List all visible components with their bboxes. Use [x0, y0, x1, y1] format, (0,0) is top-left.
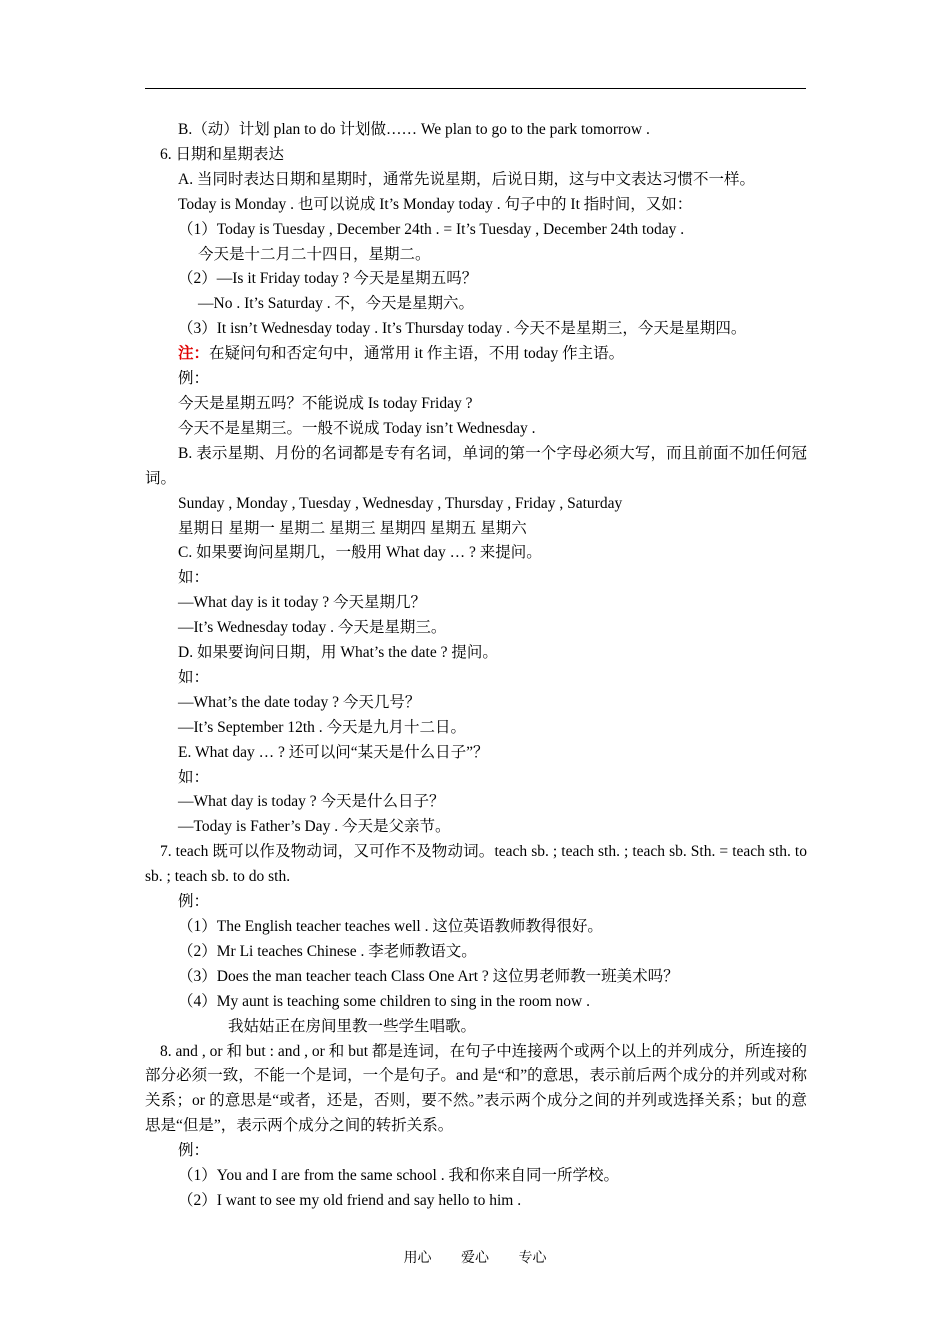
text-line: 如： [178, 569, 210, 587]
text-line: E. What day … ? 还可以问“某天是什么日子”？ [178, 743, 489, 761]
header-rule [145, 88, 806, 89]
section-heading: 6. 日期和星期表达 [160, 145, 285, 163]
example-line: —What day is it today ? 今天星期几？ [178, 594, 426, 612]
footer-word: 用心 [403, 1251, 432, 1266]
text-line: 例： [178, 370, 210, 388]
text-line: 如： [178, 768, 210, 786]
example-line: —What’s the date today ? 今天几号？ [178, 693, 421, 711]
footer-word: 专心 [518, 1251, 547, 1266]
text-line: 例： [178, 893, 210, 911]
example-line: —No . It’s Saturday . 不，今天是星期六。 [198, 295, 474, 313]
example-line: （1）You and I are from the same school . 我和你来自同一所学校。 [178, 1167, 619, 1185]
document-body [145, 118, 807, 1214]
example-line: （2）Mr Li teaches Chinese . 李老师教语文。 [178, 942, 477, 960]
example-line: —It’s Wednesday today . 今天是星期三。 [178, 619, 447, 637]
text-line: 今天不是星期三。一般不说成 Today isn’t Wednesday . [178, 419, 536, 437]
example-line: （2）I want to see my old friend and say hello to him . [178, 1191, 522, 1209]
text-line: B.（动）计划 plan to do 计划做…… We plan to go to the park tomorrow . [178, 121, 650, 138]
weekday-names-zh: 星期日 星期一 星期二 星期三 星期四 星期五 星期六 [178, 519, 527, 537]
text-line: 如： [178, 668, 210, 686]
note-line [145, 342, 807, 367]
paragraph: B. 表示星期、月份的名词都是专有名词，单词的第一个字母必须大写，而且前面不加任何冠词。 [145, 444, 807, 487]
text-line: A. 当同时表达日期和星期时，通常先说星期，后说日期，这与中文表达习惯不一样。 [178, 170, 755, 188]
note-text: 在疑问句和否定句中，通常用 it 作主语，不用 today 作主语。 [209, 345, 625, 363]
example-line: （1）The English teacher teaches well . 这位英语教师教得很好。 [178, 918, 603, 935]
footer-word: 爱心 [461, 1251, 489, 1266]
text-line: 今天是星期五吗？不能说成 Is today Friday ? [178, 394, 473, 412]
example-line: （4）My aunt is teaching some children to sing in the room now . [178, 992, 590, 1010]
example-line: （3）It isn’t Wednesday today . It’s Thursday today . 今天不是星期三，今天是星期四。 [178, 320, 747, 338]
example-line: （1）Today is Tuesday , December 24th . = It’s Tuesday , December 24th today . [178, 220, 685, 238]
text-line: C. 如果要询问星期几，一般用 What day … ? 来提问。 [178, 544, 542, 562]
note-label: 注： [178, 345, 210, 363]
example-line: —Today is Father’s Day . 今天是父亲节。 [178, 818, 451, 836]
text-line: D. 如果要询问日期，用 What’s the date ? 提问。 [178, 644, 498, 662]
section-paragraph: 7. teach 既可以作及物动词，又可作不及物动词。teach sb. ; teach sth. ; teach sb. Sth. = teach sth. to sb. ; teach sb. to do sth. [145, 843, 807, 886]
translation-line: 我姑姑正在房间里教一些学生唱歌。 [228, 1017, 477, 1035]
example-line: —What day is today ? 今天是什么日子？ [178, 793, 445, 811]
weekday-names-en: Sunday , Monday , Tuesday , Wednesday , Thursday , Friday , Saturday [178, 494, 623, 512]
text-line: Today is Monday . 也可以说成 It’s Monday today . 句子中的 It 指时间，又如： [178, 195, 693, 213]
section-paragraph: 8. and , or 和 but : and , or 和 but 都是连词，在句子中连接两个或两个以上的并列成分，所连接的部分必须一致，不能一个是词，一个是句子。and 是“和”的意思，表示前后两个成分的并列或对称关系；or 的意思是“或者，还是，否则，要不然。”表示两个成分之间的并列或选择关系；but 的意思是“但是”，表示两个成分之间的转折关系。 [145, 1042, 807, 1135]
example-line: （3）Does the man teacher teach Class One Art ? 这位男老师教一班美术吗？ [178, 967, 679, 985]
page-footer [0, 1247, 950, 1267]
text-line: 例： [178, 1142, 210, 1160]
example-line: —It’s September 12th . 今天是九月十二日。 [178, 718, 467, 736]
example-line: （2）—Is it Friday today ? 今天是星期五吗？ [178, 270, 478, 288]
translation-line: 今天是十二月二十四日，星期二。 [198, 245, 431, 263]
